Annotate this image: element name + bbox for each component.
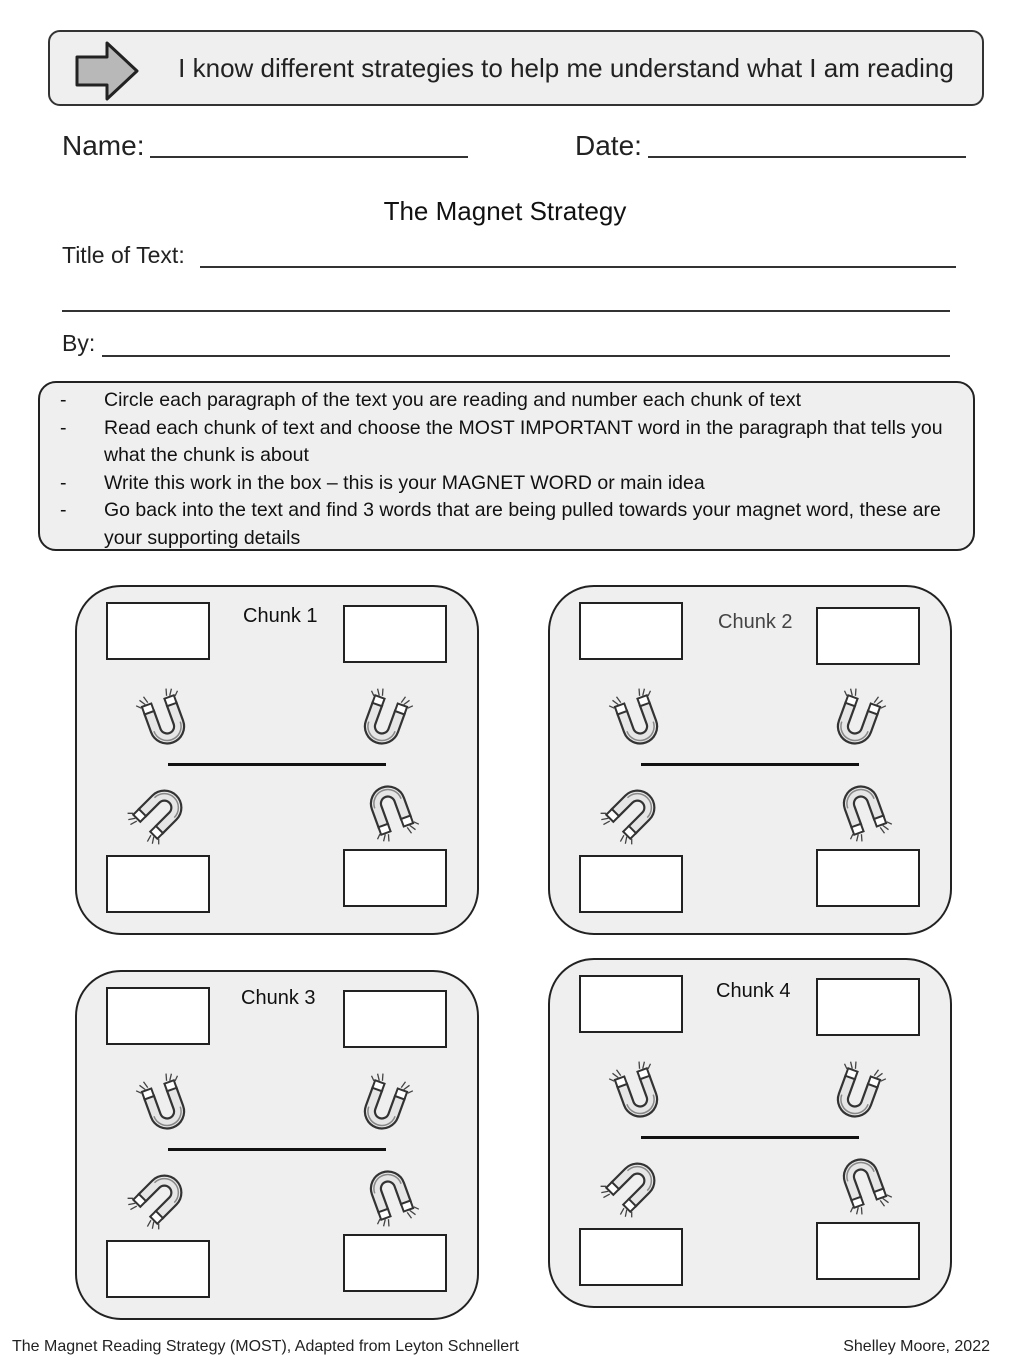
title-of-text-line-2[interactable] <box>62 310 950 312</box>
supporting-detail-box[interactable] <box>343 605 447 663</box>
magnet-word-line[interactable] <box>641 763 859 766</box>
magnet-icon <box>823 1141 906 1230</box>
chunk-label: Chunk 3 <box>241 987 316 1009</box>
chunk-label: Chunk 2 <box>718 611 793 633</box>
magnet-icon <box>596 1047 679 1136</box>
arrow-right-icon <box>74 40 140 102</box>
magnet-word-line[interactable] <box>168 1148 386 1151</box>
chunk-card-1 <box>75 585 479 935</box>
supporting-detail-box[interactable] <box>579 602 683 660</box>
supporting-detail-box[interactable] <box>106 855 210 913</box>
supporting-detail-box[interactable] <box>816 849 920 907</box>
magnet-word-line[interactable] <box>168 763 386 766</box>
chunk-card-2 <box>548 585 952 935</box>
instruction-item: - Circle each paragraph of the text you are reading and number each chunk of text <box>60 389 802 411</box>
date-line[interactable] <box>648 156 966 158</box>
supporting-detail-box[interactable] <box>579 855 683 913</box>
magnet-icon <box>111 1152 206 1247</box>
learning-goal-banner <box>48 30 984 106</box>
chunk-card-4 <box>548 958 952 1308</box>
name-label: Name: <box>62 130 145 161</box>
magnet-icon <box>123 674 206 763</box>
supporting-detail-box[interactable] <box>579 975 683 1033</box>
instructions-box <box>38 381 975 551</box>
supporting-detail-box[interactable] <box>106 602 210 660</box>
supporting-detail-box[interactable] <box>343 849 447 907</box>
magnet-icon <box>817 674 900 763</box>
chunk-label: Chunk 4 <box>716 980 791 1002</box>
supporting-detail-box[interactable] <box>816 607 920 665</box>
magnet-icon <box>584 1140 679 1235</box>
supporting-detail-box[interactable] <box>343 990 447 1048</box>
instruction-item: - Read each chunk of text and choose the MOST IMPORTANT word in the paragraph that tells you what the chunk is about <box>60 416 943 466</box>
supporting-detail-box[interactable] <box>816 978 920 1036</box>
name-line[interactable] <box>150 156 468 158</box>
learning-goal-text: I know different strategies to help me understand what I am reading <box>178 53 954 83</box>
supporting-detail-box[interactable] <box>106 1240 210 1298</box>
magnet-icon <box>817 1047 900 1136</box>
magnet-icon <box>123 1059 206 1148</box>
supporting-detail-box[interactable] <box>343 1234 447 1292</box>
by-label: By: <box>62 330 96 356</box>
magnet-icon <box>350 768 433 857</box>
title-of-text-line[interactable] <box>200 266 956 268</box>
instruction-item: - Go back into the text and find 3 words that are being pulled towards your magnet word, these are your supporting details <box>60 499 941 549</box>
magnet-icon <box>344 1059 427 1148</box>
footer-credit: The Magnet Reading Strategy (MOST), Adapted from Leyton Schnellert <box>12 1338 519 1355</box>
magnet-icon <box>584 767 679 862</box>
magnet-icon <box>344 674 427 763</box>
date-label: Date: <box>575 130 642 161</box>
magnet-icon <box>350 1153 433 1242</box>
instruction-item: - Write this work in the box – this is your MAGNET WORD or main idea <box>60 471 705 494</box>
magnet-icon <box>111 767 206 862</box>
page-title: The Magnet Strategy <box>383 196 627 226</box>
title-of-text-label: Title of Text: <box>62 242 185 268</box>
supporting-detail-box[interactable] <box>816 1222 920 1280</box>
supporting-detail-box[interactable] <box>106 987 210 1045</box>
footer-author: Shelley Moore, 2022 <box>843 1338 990 1355</box>
chunk-label: Chunk 1 <box>243 605 318 627</box>
by-line[interactable] <box>102 355 950 357</box>
magnet-icon <box>823 768 906 857</box>
chunk-card-3 <box>75 970 479 1320</box>
magnet-icon <box>596 674 679 763</box>
magnet-word-line[interactable] <box>641 1136 859 1139</box>
supporting-detail-box[interactable] <box>579 1228 683 1286</box>
